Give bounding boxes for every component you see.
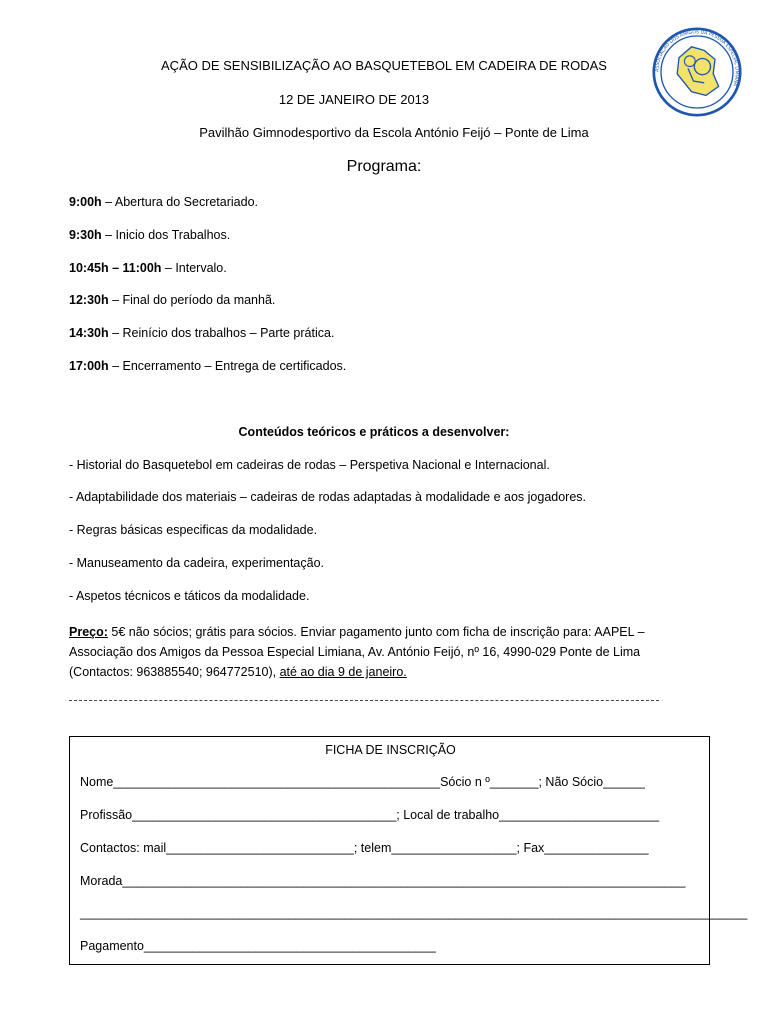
programa-desc: – Reinício dos trabalhos – Parte prática. xyxy=(108,326,335,340)
programa-time: 17:00h xyxy=(69,359,109,373)
programa-time: 10:45h – 11:00h xyxy=(69,261,162,275)
programa-item xyxy=(69,261,227,275)
programa-item xyxy=(69,228,230,242)
form-morada-field[interactable]: Morada_________________________________________________________________________________ xyxy=(80,874,686,888)
form-profissao-field[interactable]: Profissão______________________________________; Local de trabalho_______________________ xyxy=(80,808,660,822)
preco-paragraph xyxy=(69,622,669,682)
preco-label: Preço: xyxy=(69,625,108,639)
preco-deadline: até ao dia 9 de janeiro. xyxy=(279,665,407,679)
form-contactos-field[interactable]: Contactos: mail___________________________; telem__________________; Fax_______________ xyxy=(80,841,649,855)
form-nome-field[interactable]: Nome_______________________________________________Sócio n º_______; Não Sócio______ xyxy=(80,775,645,789)
form-morada-continuation[interactable]: ________________________________________________________________________________________________ xyxy=(80,906,748,920)
cut-line xyxy=(69,700,659,701)
programa-item xyxy=(69,195,258,209)
programa-time: 12:30h xyxy=(69,293,109,307)
conteudo-item: - Manuseamento da cadeira, experimentação. xyxy=(69,556,325,570)
logo-ring-text: ASSOCIAÇÃO DOS AMIGOS DA PESSOA ESPECIAL LIMIANA xyxy=(655,30,739,87)
programa-desc: – Final do período da manhã. xyxy=(108,293,276,307)
conteudo-item: - Historial do Basquetebol em cadeiras de rodas – Perspetiva Nacional e Internacional. xyxy=(69,458,550,472)
programa-desc: – Encerramento – Entrega de certificados. xyxy=(108,359,347,373)
programa-item xyxy=(69,326,334,340)
programa-desc: – Intervalo. xyxy=(161,261,227,275)
conteudo-item: - Aspetos técnicos e táticos da modalidade. xyxy=(69,589,310,603)
form-title: FICHA DE INSCRIÇÃO xyxy=(325,743,456,757)
programa-time: 9:30h xyxy=(69,228,102,242)
event-title: AÇÃO DE SENSIBILIZAÇÃO AO BASQUETEBOL EM CADEIRA DE RODAS xyxy=(161,58,607,73)
event-venue: Pavilhão Gimnodesportivo da Escola António Feijó – Ponte de Lima xyxy=(199,125,589,140)
programa-item xyxy=(69,359,346,373)
programa-desc: – Abertura do Secretariado. xyxy=(101,195,259,209)
conteudo-item: - Regras básicas especificas da modalidade. xyxy=(69,523,318,537)
conteudos-heading: Conteúdos teóricos e práticos a desenvolver: xyxy=(238,425,510,439)
conteudo-item: - Adaptabilidade dos materiais – cadeiras de rodas adaptadas à modalidade e aos jogadores. xyxy=(69,490,587,504)
programa-time: 9:00h xyxy=(69,195,102,209)
programa-desc: – Inicio dos Trabalhos. xyxy=(101,228,231,242)
registration-form xyxy=(69,736,748,965)
form-pagamento-field[interactable]: Pagamento__________________________________________ xyxy=(80,939,436,953)
programa-heading: Programa: xyxy=(346,158,422,175)
programa-time: 14:30h xyxy=(69,326,109,340)
programa-item xyxy=(69,293,275,307)
event-date: 12 DE JANEIRO DE 2013 xyxy=(278,92,430,107)
preco-text: 5€ não sócios; grátis para sócios. Enviar pagamento junto com ficha de inscrição para: AAPEL – Associação dos Amigos da Pessoa Especial Limiana, Av. António Feijó, nº 16, 4990-029 Ponte de Lima (Contactos: 963885540; 964772510), xyxy=(69,625,645,679)
